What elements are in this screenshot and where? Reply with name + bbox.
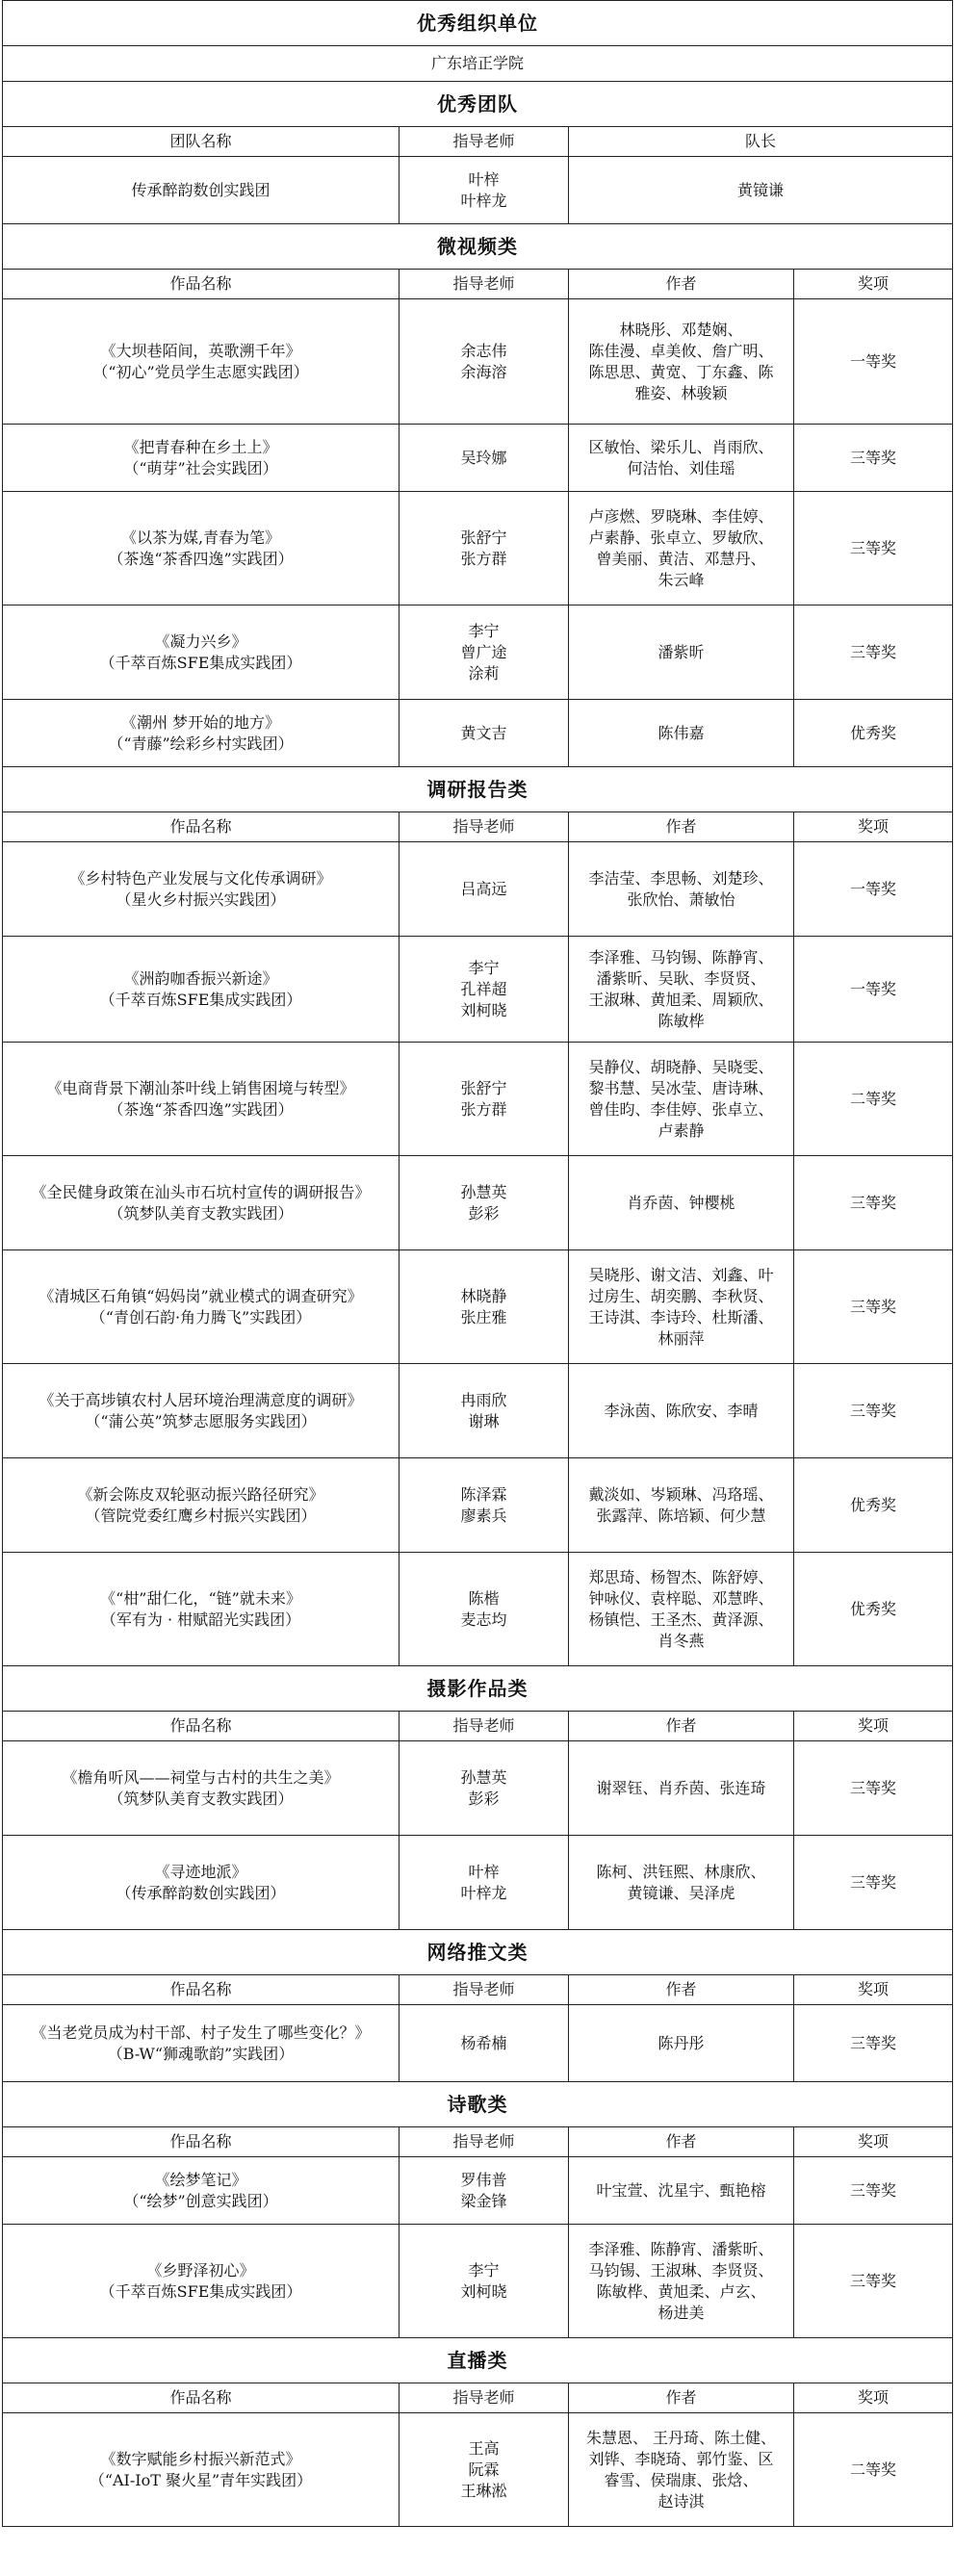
work-title: 《以茶为媒,青春为笔》 （茶逸“茶香四逸”实践团）	[3, 492, 400, 605]
header-award: 奖项	[794, 1712, 953, 1741]
teacher-names: 叶梓 叶梓龙	[400, 1836, 569, 1930]
table-row	[3, 2225, 953, 2338]
teacher-names: 冉雨欣 谢琳	[400, 1364, 569, 1458]
teacher-names: 王高 阮霖 王琳淞	[400, 2413, 569, 2527]
award-level: 一等奖	[794, 937, 953, 1043]
section-title: 摄影作品类	[3, 1666, 953, 1712]
award-level: 三等奖	[794, 492, 953, 605]
section-title-row	[3, 2338, 953, 2383]
header-members: 作者	[569, 2383, 794, 2413]
table-row	[3, 1250, 953, 1364]
section-header-row	[3, 1712, 953, 1741]
header-award: 奖项	[794, 1975, 953, 2005]
member-names: 戴淡如、岑颖琳、冯珞瑶、 张露萍、陈培颖、何少慧	[569, 1458, 794, 1553]
table-row	[3, 2157, 953, 2225]
section-header-row	[3, 270, 953, 299]
table-row	[3, 1458, 953, 1553]
work-title: 《潮州 梦开始的地方》 （“青藤”绘彩乡村实践团）	[3, 700, 400, 767]
org-unit-name-row	[3, 46, 953, 82]
section-header-row	[3, 812, 953, 842]
member-names: 林晓彤、邓楚娴、 陈佳漫、卓美攸、詹广明、 陈思思、黄宽、丁东鑫、陈 雅姿、林骏颖	[569, 299, 794, 425]
teacher-names: 黄文吉	[400, 700, 569, 767]
org-unit-name: 广东培正学院	[3, 46, 953, 82]
award-level: 三等奖	[794, 425, 953, 492]
teacher-names: 孙慧英 彭彩	[400, 1156, 569, 1250]
header-members: 作者	[569, 270, 794, 299]
member-names: 区敏怡、梁乐儿、肖雨欣、 何洁怡、刘佳瑶	[569, 425, 794, 492]
award-level: 三等奖	[794, 1741, 953, 1836]
award-level: 一等奖	[794, 842, 953, 937]
table-row	[3, 1741, 953, 1836]
team-leader: 黄镜谦	[569, 157, 953, 224]
work-title: 《全民健身政策在汕头市石坑村宣传的调研报告》 （筑梦队美育支教实践团）	[3, 1156, 400, 1250]
member-names: 陈丹彤	[569, 2005, 794, 2082]
team-teacher: 叶梓 叶梓龙	[400, 157, 569, 224]
header-award: 奖项	[794, 812, 953, 842]
header-teacher: 指导老师	[400, 812, 569, 842]
award-level: 一等奖	[794, 299, 953, 425]
work-title: 《清城区石角镇“妈妈岗”就业模式的调查研究》 （“青创石韵·角力腾飞”实践团）	[3, 1250, 400, 1364]
award-level: 三等奖	[794, 1364, 953, 1458]
work-title: 《把青春种在乡土上》 （“萌芽”社会实践团）	[3, 425, 400, 492]
award-level: 三等奖	[794, 1836, 953, 1930]
section-title-row	[3, 1930, 953, 1975]
member-names: 郑思琦、杨智杰、陈舒婷、 钟咏仪、袁梓聪、邓慧晔、 杨镇恺、王圣杰、黄泽源、 肖冬燕	[569, 1553, 794, 1666]
header-teacher: 指导老师	[400, 2383, 569, 2413]
table-row	[3, 605, 953, 700]
member-names: 谢翠钰、肖乔茵、张连琦	[569, 1741, 794, 1836]
table-row	[3, 937, 953, 1043]
header-work: 作品名称	[3, 2383, 400, 2413]
table-row	[3, 2413, 953, 2527]
team-title-row	[3, 82, 953, 127]
section-title: 诗歌类	[3, 2082, 953, 2127]
work-title: 《“柑”甜仁化，“链”就未来》 （军有为 · 柑赋韶光实践团）	[3, 1553, 400, 1666]
section-header-row	[3, 2127, 953, 2157]
award-level: 三等奖	[794, 1250, 953, 1364]
teacher-names: 余志伟 余海溶	[400, 299, 569, 425]
team-header-leader: 队长	[569, 127, 953, 157]
member-names: 肖乔茵、钟樱桃	[569, 1156, 794, 1250]
teacher-names: 吴玲娜	[400, 425, 569, 492]
table-row	[3, 1836, 953, 1930]
section-title: 网络推文类	[3, 1930, 953, 1975]
header-teacher: 指导老师	[400, 1975, 569, 2005]
header-teacher: 指导老师	[400, 2127, 569, 2157]
work-title: 《电商背景下潮汕茶叶线上销售困境与转型》 （茶逸“茶香四逸”实践团）	[3, 1043, 400, 1156]
award-level: 优秀奖	[794, 1553, 953, 1666]
header-work: 作品名称	[3, 270, 400, 299]
header-members: 作者	[569, 812, 794, 842]
teacher-names: 罗伟普 梁金锋	[400, 2157, 569, 2225]
header-award: 奖项	[794, 2127, 953, 2157]
work-title: 《寻迹地派》 （传承醉韵数创实践团）	[3, 1836, 400, 1930]
award-level: 优秀奖	[794, 700, 953, 767]
table-row	[3, 299, 953, 425]
team-title: 优秀团队	[3, 82, 953, 127]
section-title: 调研报告类	[3, 767, 953, 812]
member-names: 卢彦燃、罗晓琳、李佳婷、 卢素静、张卓立、罗敏欣、 曾美丽、黄洁、邓慧丹、 朱云峰	[569, 492, 794, 605]
table-row	[3, 1553, 953, 1666]
work-title: 《关于高埗镇农村人居环境治理满意度的调研》 （“蒲公英”筑梦志愿服务实践团）	[3, 1364, 400, 1458]
section-title: 微视频类	[3, 224, 953, 270]
award-level: 三等奖	[794, 1156, 953, 1250]
header-work: 作品名称	[3, 2127, 400, 2157]
work-title: 《凝力兴乡》 （千萃百炼SFE集成实践团）	[3, 605, 400, 700]
member-names: 潘紫昕	[569, 605, 794, 700]
member-names: 陈伟嘉	[569, 700, 794, 767]
table-row	[3, 1364, 953, 1458]
teacher-names: 林晓静 张庄雅	[400, 1250, 569, 1364]
member-names: 叶宝萱、沈星宇、甄艳榕	[569, 2157, 794, 2225]
award-level: 二等奖	[794, 2413, 953, 2527]
team-header-row	[3, 127, 953, 157]
header-work: 作品名称	[3, 1975, 400, 2005]
work-title: 《当老党员成为村干部、村子发生了哪些变化？》 （B-W“狮魂歌韵”实践团）	[3, 2005, 400, 2082]
org-unit-title: 优秀组织单位	[3, 1, 953, 46]
table-row	[3, 842, 953, 937]
teacher-names: 李宁 刘柯晓	[400, 2225, 569, 2338]
work-title: 《大坝巷陌间，英歌溯千年》 （“初心”党员学生志愿实践团）	[3, 299, 400, 425]
work-title: 《数字赋能乡村振兴新范式》 （“AI-IoT 聚火星”青年实践团）	[3, 2413, 400, 2527]
member-names: 李洁莹、李思畅、刘楚珍、 张欣怡、萧敏怡	[569, 842, 794, 937]
award-level: 二等奖	[794, 1043, 953, 1156]
teacher-names: 陈楷 麦志均	[400, 1553, 569, 1666]
team-header-teacher: 指导老师	[400, 127, 569, 157]
header-members: 作者	[569, 1712, 794, 1741]
table-row	[3, 2005, 953, 2082]
member-names: 吴晓彤、谢文洁、刘鑫、叶 过房生、胡奕鹏、李秋贤、 王诗淇、李诗玲、杜斯潘、 林丽萍	[569, 1250, 794, 1364]
header-work: 作品名称	[3, 812, 400, 842]
member-names: 吴静仪、胡晓静、吴晓雯、 黎书慧、吴冰莹、唐诗琳、 曾佳昀、李佳婷、张卓立、 卢素静	[569, 1043, 794, 1156]
award-level: 三等奖	[794, 2225, 953, 2338]
section-title-row	[3, 1666, 953, 1712]
section-title-row	[3, 2082, 953, 2127]
award-level: 三等奖	[794, 2157, 953, 2225]
table-row	[3, 700, 953, 767]
teacher-names: 吕高远	[400, 842, 569, 937]
work-title: 《乡野泽初心》 （千萃百炼SFE集成实践团）	[3, 2225, 400, 2338]
header-work: 作品名称	[3, 1712, 400, 1741]
member-names: 陈柯、洪钰熙、林康欣、 黄镜谦、吴泽虎	[569, 1836, 794, 1930]
section-header-row	[3, 1975, 953, 2005]
teacher-names: 张舒宁 张方群	[400, 492, 569, 605]
work-title: 《绘梦笔记》 （“绘梦”创意实践团）	[3, 2157, 400, 2225]
teacher-names: 李宁 曾广途 涂莉	[400, 605, 569, 700]
award-level: 三等奖	[794, 605, 953, 700]
header-award: 奖项	[794, 2383, 953, 2413]
org-unit-title-row	[3, 1, 953, 46]
work-title: 《乡村特色产业发展与文化传承调研》 （星火乡村振兴实践团）	[3, 842, 400, 937]
work-title: 《檐角听风——祠堂与古村的共生之美》 （筑梦队美育支教实践团）	[3, 1741, 400, 1836]
section-title-row	[3, 224, 953, 270]
team-header-name: 团队名称	[3, 127, 400, 157]
section-title: 直播类	[3, 2338, 953, 2383]
table-row	[3, 425, 953, 492]
header-teacher: 指导老师	[400, 270, 569, 299]
work-title: 《新会陈皮双轮驱动振兴路径研究》 （管院党委红鹰乡村振兴实践团）	[3, 1458, 400, 1553]
table-row	[3, 1043, 953, 1156]
teacher-names: 孙慧英 彭彩	[400, 1741, 569, 1836]
teacher-names: 李宁 孔祥超 刘柯晓	[400, 937, 569, 1043]
member-names: 李泳茵、陈欣安、李晴	[569, 1364, 794, 1458]
teacher-names: 杨希楠	[400, 2005, 569, 2082]
work-title: 《洲韵咖香振兴新途》 （千萃百炼SFE集成实践团）	[3, 937, 400, 1043]
award-level: 优秀奖	[794, 1458, 953, 1553]
header-members: 作者	[569, 2127, 794, 2157]
member-names: 李泽雅、马钧锡、陈静宵、 潘紫昕、吴耿、李贤贤、 王淑琳、黄旭柔、周颖欣、 陈敏桦	[569, 937, 794, 1043]
header-award: 奖项	[794, 270, 953, 299]
header-teacher: 指导老师	[400, 1712, 569, 1741]
section-header-row	[3, 2383, 953, 2413]
member-names: 李泽雅、陈静宵、潘紫昕、 马钧锡、王淑琳、李贤贤、 陈敏桦、黄旭柔、卢玄、 杨进美	[569, 2225, 794, 2338]
award-level: 三等奖	[794, 2005, 953, 2082]
header-members: 作者	[569, 1975, 794, 2005]
awards-table	[2, 0, 953, 2527]
table-row	[3, 1156, 953, 1250]
member-names: 朱慧恩、 王丹琦、陈土健、 刘铧、李晓琦、郭竹鉴、区 睿雪、侯瑞康、张焓、 赵诗淇	[569, 2413, 794, 2527]
teacher-names: 张舒宁 张方群	[400, 1043, 569, 1156]
awards-document	[2, 0, 952, 2527]
table-row	[3, 492, 953, 605]
team-row	[3, 157, 953, 224]
teacher-names: 陈泽霖 廖素兵	[400, 1458, 569, 1553]
section-title-row	[3, 767, 953, 812]
team-name: 传承醉韵数创实践团	[3, 157, 400, 224]
